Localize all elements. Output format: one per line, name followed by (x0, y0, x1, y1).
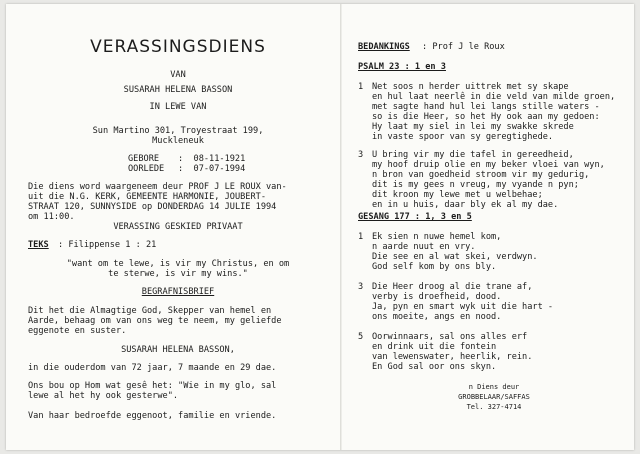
service-line: STRAAT 120, SUNNYSIDE op DONDERDAG 14 JULIE 1994 (28, 202, 277, 212)
born-label: GEBORE (128, 154, 160, 164)
died-date: : 07-07-1994 (178, 164, 246, 174)
hymn-line: verby is droefheid, dood. (372, 292, 502, 302)
psalm-line: my hoof druip olie en my beker vloei van wyn, (372, 160, 605, 170)
verse-number: 5 (358, 332, 364, 342)
psalm-label: PSALM 23 : 1 en 3 (358, 62, 446, 72)
deceased-name: SUSARAH HELENA BASSON (123, 85, 233, 95)
notice-line: eggenote en suster. (28, 326, 127, 336)
psalm-line: in vaste spoor van sy geregtighede. (372, 132, 554, 142)
psalm-line: dit kroon my lewe met u welbehae; (372, 190, 543, 200)
psalm-line: Hy laat my siel in lei my swakke skrede (372, 122, 574, 132)
address-line-1: Sun Martino 301, Troyestraat 199, (92, 126, 264, 136)
left-page (28, 0, 328, 446)
psalm-line: dit is my gees n vreug, my vyande n pyn; (372, 180, 579, 190)
text-reference: : Filippense 1 : 21 (58, 240, 157, 250)
printer-line: GROBBELAAR/SAFFAS (458, 393, 530, 401)
hymn-line: en drink uit die fontein (372, 342, 497, 352)
died-label: OORLEDE (128, 164, 165, 174)
hymn-line: God self kom by ons bly. (372, 262, 497, 272)
right-page (352, 0, 622, 446)
psalm-line: en hul laat neerlê in die veld van milde groen, (372, 92, 616, 102)
verse-number: 1 (358, 232, 364, 242)
notice-name: SUSARAH HELENA BASSON, (121, 345, 235, 355)
family-line: Van haar bedroefde eggenoot, familie en vriende. (28, 411, 277, 421)
printer-line: Tel. 327-4714 (466, 403, 522, 411)
notice-title: BEGRAFNISBRIEF (141, 287, 215, 297)
text-label: TEKS (28, 240, 49, 250)
died-date-value: 07-07-1994 (193, 164, 246, 174)
psalm-line: en in u huis, daar bly ek al my dae. (372, 200, 559, 210)
psalm-line: met sagte hand hul lei langs stille waters - (372, 102, 600, 112)
in-lewe-van-label: IN LEWE VAN (149, 102, 207, 112)
cremation-note: VERASSING GESKIED PRIVAAT (113, 222, 243, 232)
thanks-value: : Prof J le Roux (422, 42, 505, 52)
page-fold (340, 4, 342, 450)
address-line-2: Muckleneuk (152, 136, 204, 146)
psalm-line: so is die Heer, so het Hy ook aan my gedoen: (372, 112, 600, 122)
verse-line: te sterwe, is vir my wins." (108, 269, 248, 279)
hymn-line: n aarde nuut en vry. (372, 242, 476, 252)
born-date-value: 08-11-1921 (193, 154, 246, 164)
psalm-line: n bron van goedheid stroom vir my gedurig, (372, 170, 590, 180)
hymn-line: Die see en al wat skei, verdwyn. (372, 252, 538, 262)
hope-line: lewe al het hy ook gesterwe". (28, 391, 179, 401)
born-date: : 08-11-1921 (178, 154, 246, 164)
psalm-line: Net soos n herder uittrek met sy skape (372, 82, 569, 92)
verse-number: 3 (358, 150, 364, 160)
service-line: om 11:00. (28, 212, 75, 222)
hymn-line: Die Heer droog al die trane af, (372, 282, 533, 292)
hymn-line: Ja, pyn en smart wyk uit die hart - (372, 302, 554, 312)
hymn-line: En God sal oor ons skyn. (372, 362, 497, 372)
psalm-line: U bring vir my die tafel in gereedheid, (372, 150, 574, 160)
notice-line: Dit het die Almagtige God, Skepper van hemel en (28, 306, 272, 316)
hymn-line: Oorwinnaars, sal ons alles erf (372, 332, 528, 342)
hymn-line: Ek sien n nuwe hemel kom, (372, 232, 502, 242)
hymn-label: GESANG 177 : 1, 3 en 5 (358, 212, 472, 222)
page-title: VERASSINGSDIENS (90, 37, 266, 57)
age-line: in die ouderdom van 72 jaar, 7 maande en 29 dae. (28, 363, 277, 373)
van-label: VAN (170, 70, 186, 80)
thanks-label: BEDANKINGS (358, 42, 410, 52)
hope-line: Ons bou op Hom wat gesê het: "Wie in my glo, sal (28, 381, 277, 391)
printer-line: n Diens deur (468, 383, 520, 391)
verse-line: "want om te lewe, is vir my Christus, en om (66, 259, 290, 269)
notice-line: Aarde, behaag om van ons weg te neem, my geliefde (28, 316, 282, 326)
verse-number: 3 (358, 282, 364, 292)
hymn-line: ons moeite, angs en nood. (372, 312, 502, 322)
hymn-line: van lewenswater, heerlik, rein. (372, 352, 533, 362)
service-line: uit die N.G. KERK, GEMEENTE HARMONIE, JOUBERT- (28, 192, 266, 202)
verse-number: 1 (358, 82, 364, 92)
service-line: Die diens word waargeneem deur PROF J LE ROUX van- (28, 182, 287, 192)
